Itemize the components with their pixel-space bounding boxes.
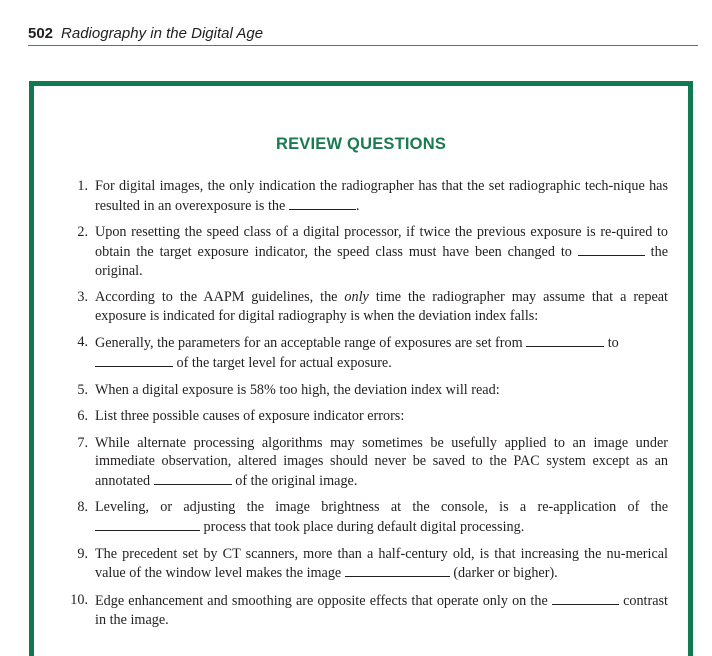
- answer-blank-low[interactable]: [526, 333, 604, 347]
- question-text: While alternate processing algorithms may sometimes be usefully applied to an image under immediate observation, altered images should never be saved to the PAC system except as an annotated of the original image.: [95, 434, 668, 489]
- header-rule: [28, 45, 698, 46]
- question-text: Leveling, or adjusting the image brightness at the console, is a re-application of the process that took place during default digital processing.: [95, 499, 668, 536]
- question-text: List three possible causes of exposure indicator errors:: [95, 408, 405, 425]
- answer-blank[interactable]: [154, 471, 232, 485]
- question-6: [66, 407, 668, 426]
- question-8: [66, 498, 668, 536]
- question-text: Generally, the parameters for an acceptable range of exposures are set from to of the target level for actual exposure.: [95, 335, 619, 372]
- question-number: 8.: [77, 499, 88, 516]
- answer-blank[interactable]: [552, 591, 619, 605]
- question-text: When a digital exposure is 58% too high, the deviation index will read:: [95, 381, 500, 398]
- question-5: [66, 381, 668, 400]
- question-text: The precedent set by CT scanners, more than a half-century old, is that increasing the nu-merical value of the window level makes the image (darker or bigher).: [95, 545, 668, 582]
- answer-blank[interactable]: [345, 563, 450, 577]
- question-number: 6.: [77, 408, 88, 425]
- answer-blank[interactable]: [95, 517, 200, 531]
- emphasized-word: only: [344, 289, 369, 306]
- question-text: According to the AAPM guidelines, the only time the radiographer may assume that a repeat exposure is indicated for digital radiography is when the deviation index falls:: [95, 289, 668, 324]
- question-3: [66, 288, 668, 325]
- question-number: 9.: [77, 545, 88, 562]
- page-number: 502: [28, 25, 54, 42]
- answer-blank-high[interactable]: [95, 353, 173, 367]
- book-title: Radiography in the Digital Age: [61, 25, 264, 42]
- question-text: Edge enhancement and smoothing are opposite effects that operate only on the contrast in the image.: [95, 592, 668, 628]
- question-number: 7.: [77, 434, 88, 451]
- question-7: [66, 434, 668, 491]
- running-head: [28, 24, 699, 46]
- question-number: 10.: [70, 591, 88, 608]
- answer-blank[interactable]: [578, 242, 645, 256]
- question-number: 4.: [77, 334, 88, 351]
- question-text: Upon resetting the speed class of a digital processor, if twice the previous exposure is re-quired to obtain the target exposure indicator, the speed class must have been changed to the original.: [95, 224, 668, 279]
- review-questions-list: [66, 177, 668, 637]
- question-number: 5.: [77, 381, 88, 398]
- question-4: [66, 333, 668, 372]
- question-1: [66, 177, 668, 215]
- question-2: [66, 223, 668, 280]
- question-number: 3.: [77, 289, 88, 306]
- answer-blank[interactable]: [289, 196, 356, 210]
- question-number: 1.: [77, 178, 88, 194]
- review-questions-box: [29, 81, 693, 656]
- question-text: For digital images, the only indication the radiographer has that the set radiographic tech-nique has resulted in an overexposure is the .: [95, 178, 668, 214]
- question-10: [66, 591, 668, 629]
- question-9: [66, 545, 668, 583]
- review-questions-title: REVIEW QUESTIONS: [275, 135, 447, 153]
- question-number: 2.: [77, 224, 88, 241]
